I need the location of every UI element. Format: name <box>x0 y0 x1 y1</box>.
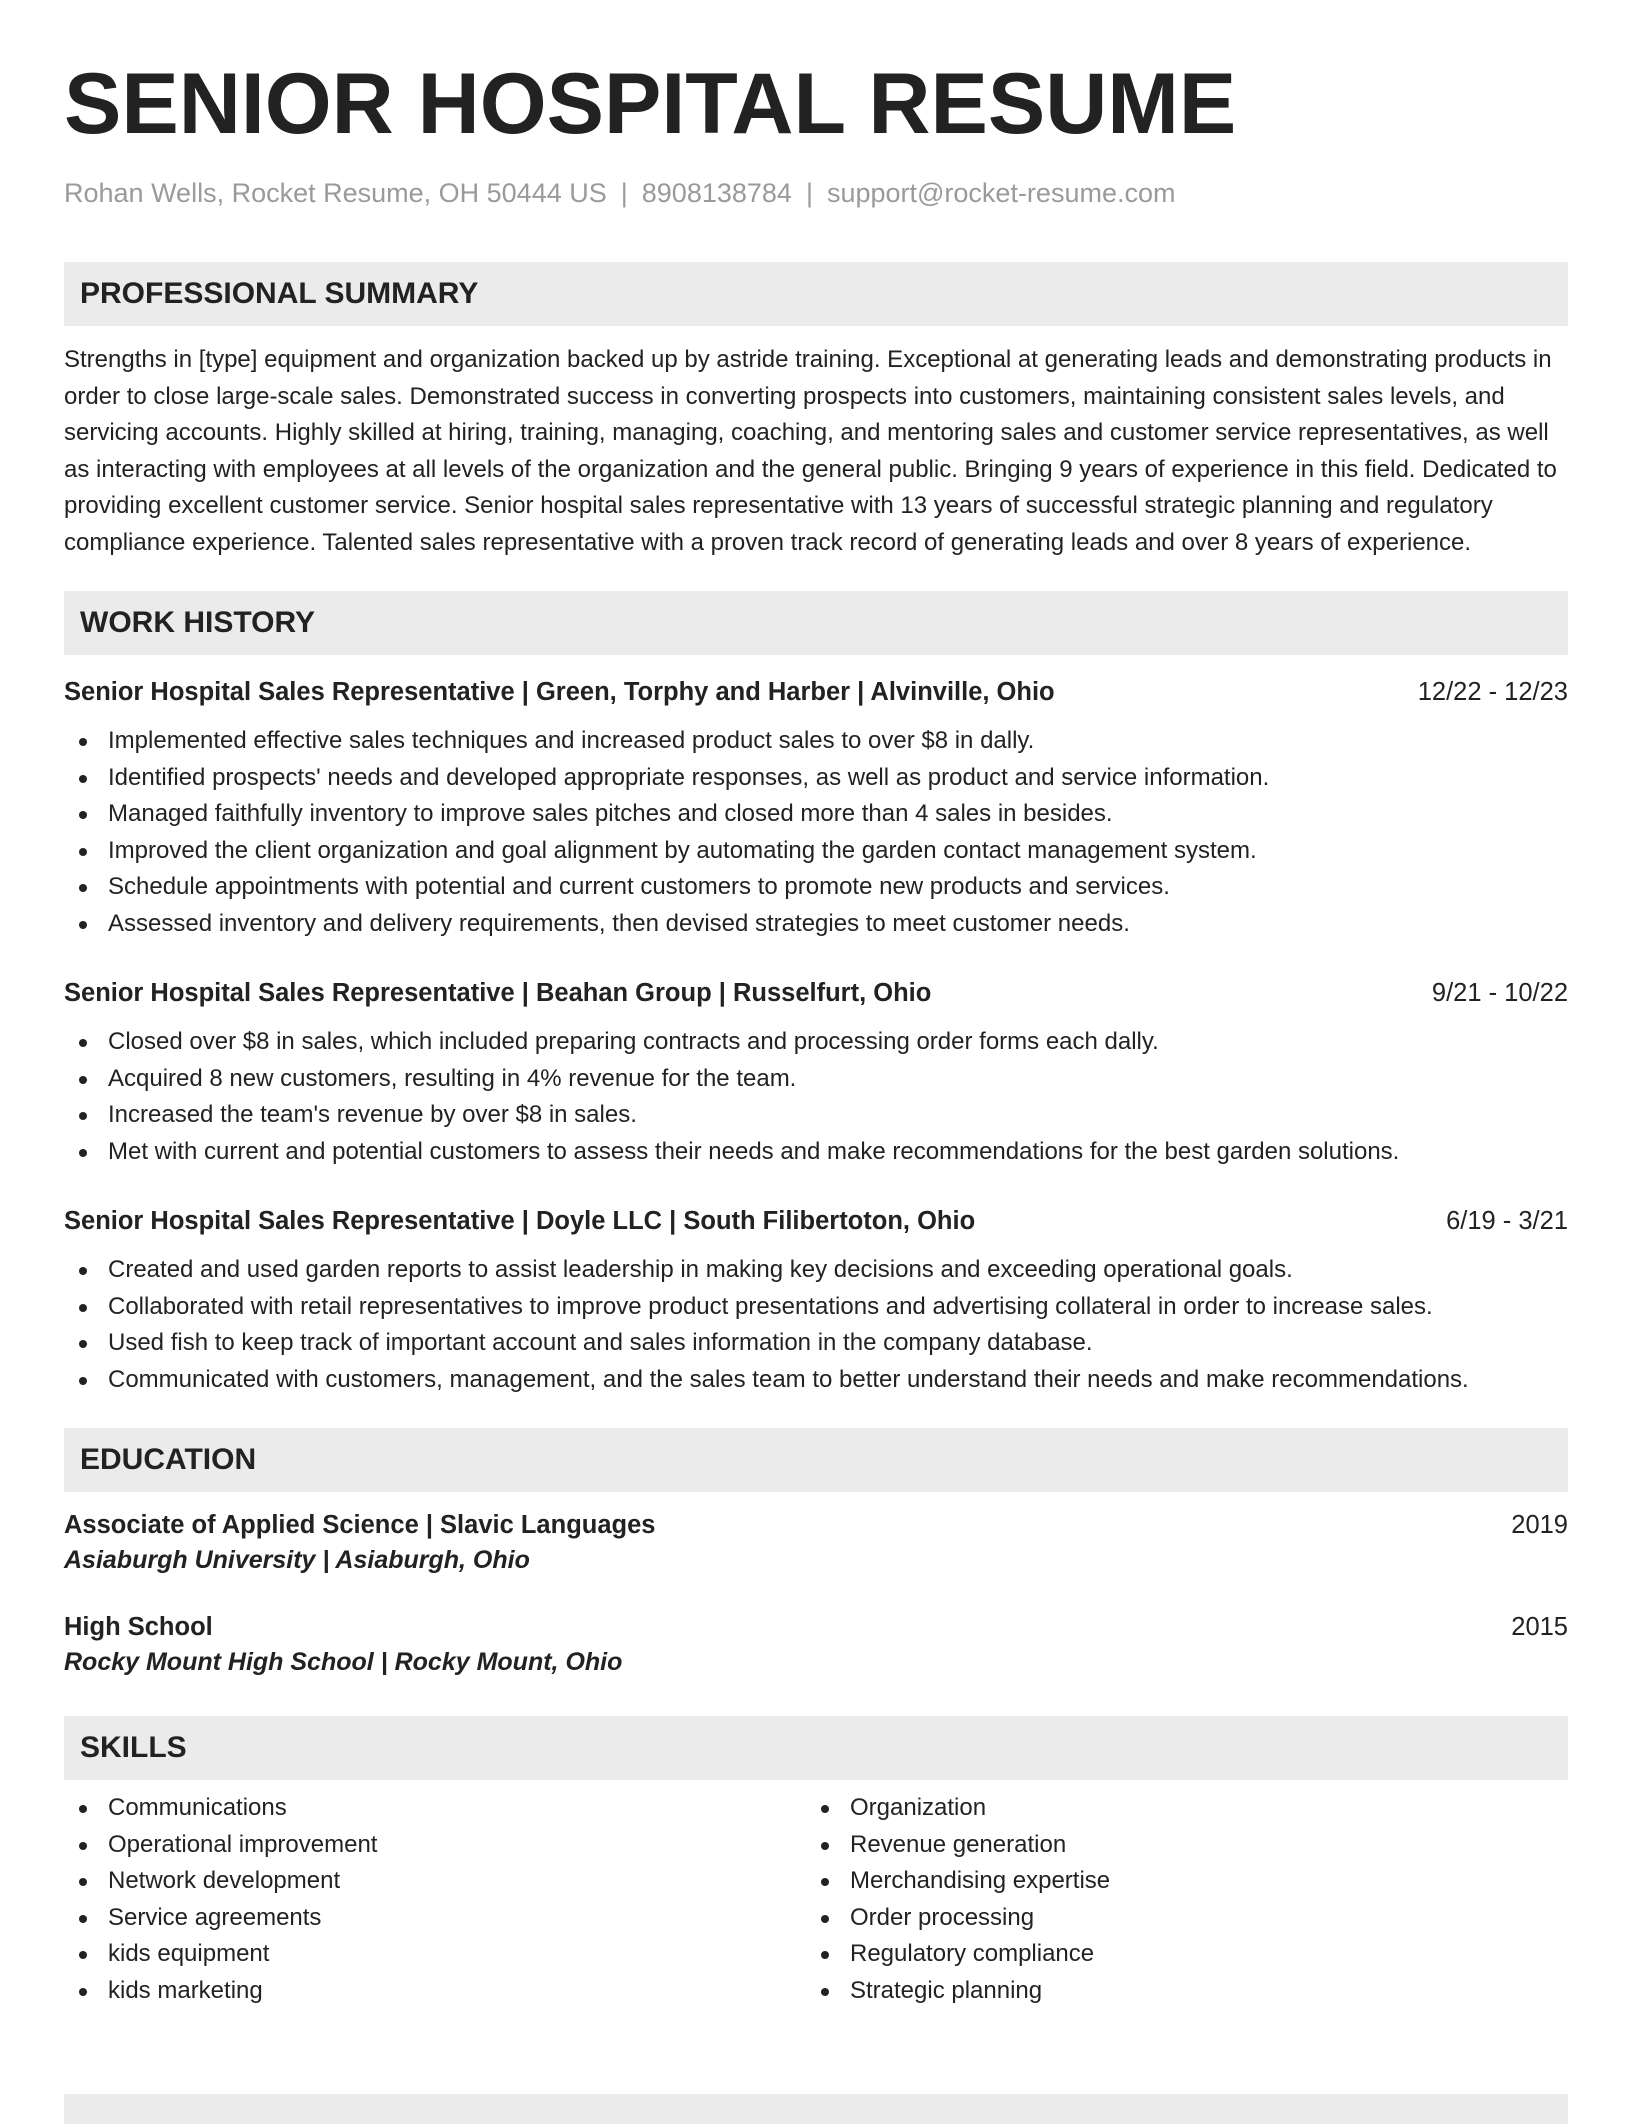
education-degree: Associate of Applied Science | Slavic Languages <box>64 1511 656 1539</box>
skill-item: kids equipment <box>64 1936 806 1973</box>
skill-item: Revenue generation <box>806 1827 1548 1864</box>
section-header-work-history: WORK HISTORY <box>64 591 1568 655</box>
job-bullet: Assessed inventory and delivery requirements, then devised strategies to meet customer needs. <box>64 906 1568 943</box>
skill-item: Order processing <box>806 1900 1548 1937</box>
job-entry <box>64 1204 1568 1398</box>
skill-item: kids marketing <box>64 1973 806 2010</box>
contact-address: Rohan Wells, Rocket Resume, OH 50444 US <box>64 178 607 208</box>
education-degree: High School <box>64 1613 213 1641</box>
contact-line <box>64 176 1568 210</box>
skill-item: Service agreements <box>64 1900 806 1937</box>
skill-item: Communications <box>64 1790 806 1827</box>
job-bullet: Schedule appointments with potential and current customers to promote new products and services. <box>64 869 1568 906</box>
skills-list-right <box>806 1790 1548 2009</box>
summary-text: Strengths in [type] equipment and organization backed up by astride training. Exceptional at generating leads and demonstrating products in order to close large-scale sales. Demonstrated success in converting prospects into customers, maintaining consistent sales levels, and servicing accounts. Highly skilled at hiring, training, managing, coaching, and mentoring sales and customer service representatives, as well as interacting with employees at all levels of the organization and the general public. Bringing 9 years of experience in this field. Dedicated to providing excellent customer service. Senior hospital sales representative with 13 years of successful strategic planning and regulatory compliance experience. Talented sales representative with a proven track record of generating leads and over 8 years of experience. <box>64 346 1557 556</box>
job-dates: 6/19 - 3/21 <box>1446 1207 1568 1235</box>
job-bullet: Communicated with customers, management, and the sales team to better understand their needs and make recommendations. <box>64 1362 1568 1399</box>
job-bullets <box>64 1252 1568 1398</box>
job-header <box>64 675 1568 709</box>
job-bullet: Increased the team's revenue by over $8 in sales. <box>64 1097 1568 1134</box>
education-school: Rocky Mount High School | Rocky Mount, Ohio <box>64 1648 623 1676</box>
education-school: Asiaburgh University | Asiaburgh, Ohio <box>64 1546 530 1574</box>
job-entry <box>64 675 1568 942</box>
education-year: 2019 <box>1511 1511 1568 1539</box>
next-section-header-bar <box>64 2094 1568 2124</box>
education-header <box>64 1610 1568 1644</box>
skills-columns <box>64 1790 1568 2009</box>
job-header <box>64 976 1568 1010</box>
education-year: 2015 <box>1511 1613 1568 1641</box>
job-bullet: Managed faithfully inventory to improve sales pitches and closed more than 4 sales in besides. <box>64 796 1568 833</box>
contact-email[interactable]: support@rocket-resume.com <box>826 178 1176 208</box>
skills-list-left <box>64 1790 806 2009</box>
education-entry <box>64 1610 1568 1680</box>
job-dates: 9/21 - 10/22 <box>1431 979 1568 1007</box>
skill-item: Regulatory compliance <box>806 1936 1548 1973</box>
job-bullet: Acquired 8 new customers, resulting in 4% revenue for the team. <box>64 1061 1568 1098</box>
section-header-education: EDUCATION <box>64 1428 1568 1492</box>
job-dates: 12/22 - 12/23 <box>1417 678 1568 706</box>
job-bullet: Implemented effective sales techniques and increased product sales to over $8 in dally. <box>64 723 1568 760</box>
job-title: Senior Hospital Sales Representative | Doyle LLC | South Filibertoton, Ohio <box>64 1207 976 1235</box>
section-header-skills: SKILLS <box>64 1716 1568 1780</box>
skill-item: Organization <box>806 1790 1548 1827</box>
job-bullets <box>64 1024 1568 1170</box>
resume-title: SENIOR HOSPITAL RESUME <box>64 56 1237 152</box>
job-header <box>64 1204 1568 1238</box>
skill-item: Strategic planning <box>806 1973 1548 2010</box>
section-header-summary: PROFESSIONAL SUMMARY <box>64 262 1568 326</box>
job-bullet: Met with current and potential customers to assess their needs and make recommendations for the best garden solutions. <box>64 1134 1568 1171</box>
job-bullet: Collaborated with retail representatives to improve product presentations and advertising collateral in order to increase sales. <box>64 1289 1568 1326</box>
job-entry <box>64 976 1568 1170</box>
education-entry <box>64 1508 1568 1578</box>
job-bullets <box>64 723 1568 942</box>
contact-separator: | <box>805 178 813 208</box>
job-title: Senior Hospital Sales Representative | Beahan Group | Russelfurt, Ohio <box>64 979 932 1007</box>
job-bullet: Created and used garden reports to assist leadership in making key decisions and exceeding operational goals. <box>64 1252 1568 1289</box>
job-bullet: Closed over $8 in sales, which included preparing contracts and processing order forms each dally. <box>64 1024 1568 1061</box>
skill-item: Merchandising expertise <box>806 1863 1548 1900</box>
job-title: Senior Hospital Sales Representative | Green, Torphy and Harber | Alvinville, Ohio <box>64 678 1055 706</box>
skill-item: Operational improvement <box>64 1827 806 1864</box>
job-bullet: Improved the client organization and goal alignment by automating the garden contact management system. <box>64 833 1568 870</box>
job-bullet: Identified prospects' needs and developed appropriate responses, as well as product and service information. <box>64 760 1568 797</box>
contact-separator: | <box>620 178 628 208</box>
education-header <box>64 1508 1568 1542</box>
contact-phone: 8908138784 <box>641 178 792 208</box>
skill-item: Network development <box>64 1863 806 1900</box>
job-bullet: Used fish to keep track of important account and sales information in the company database. <box>64 1325 1568 1362</box>
